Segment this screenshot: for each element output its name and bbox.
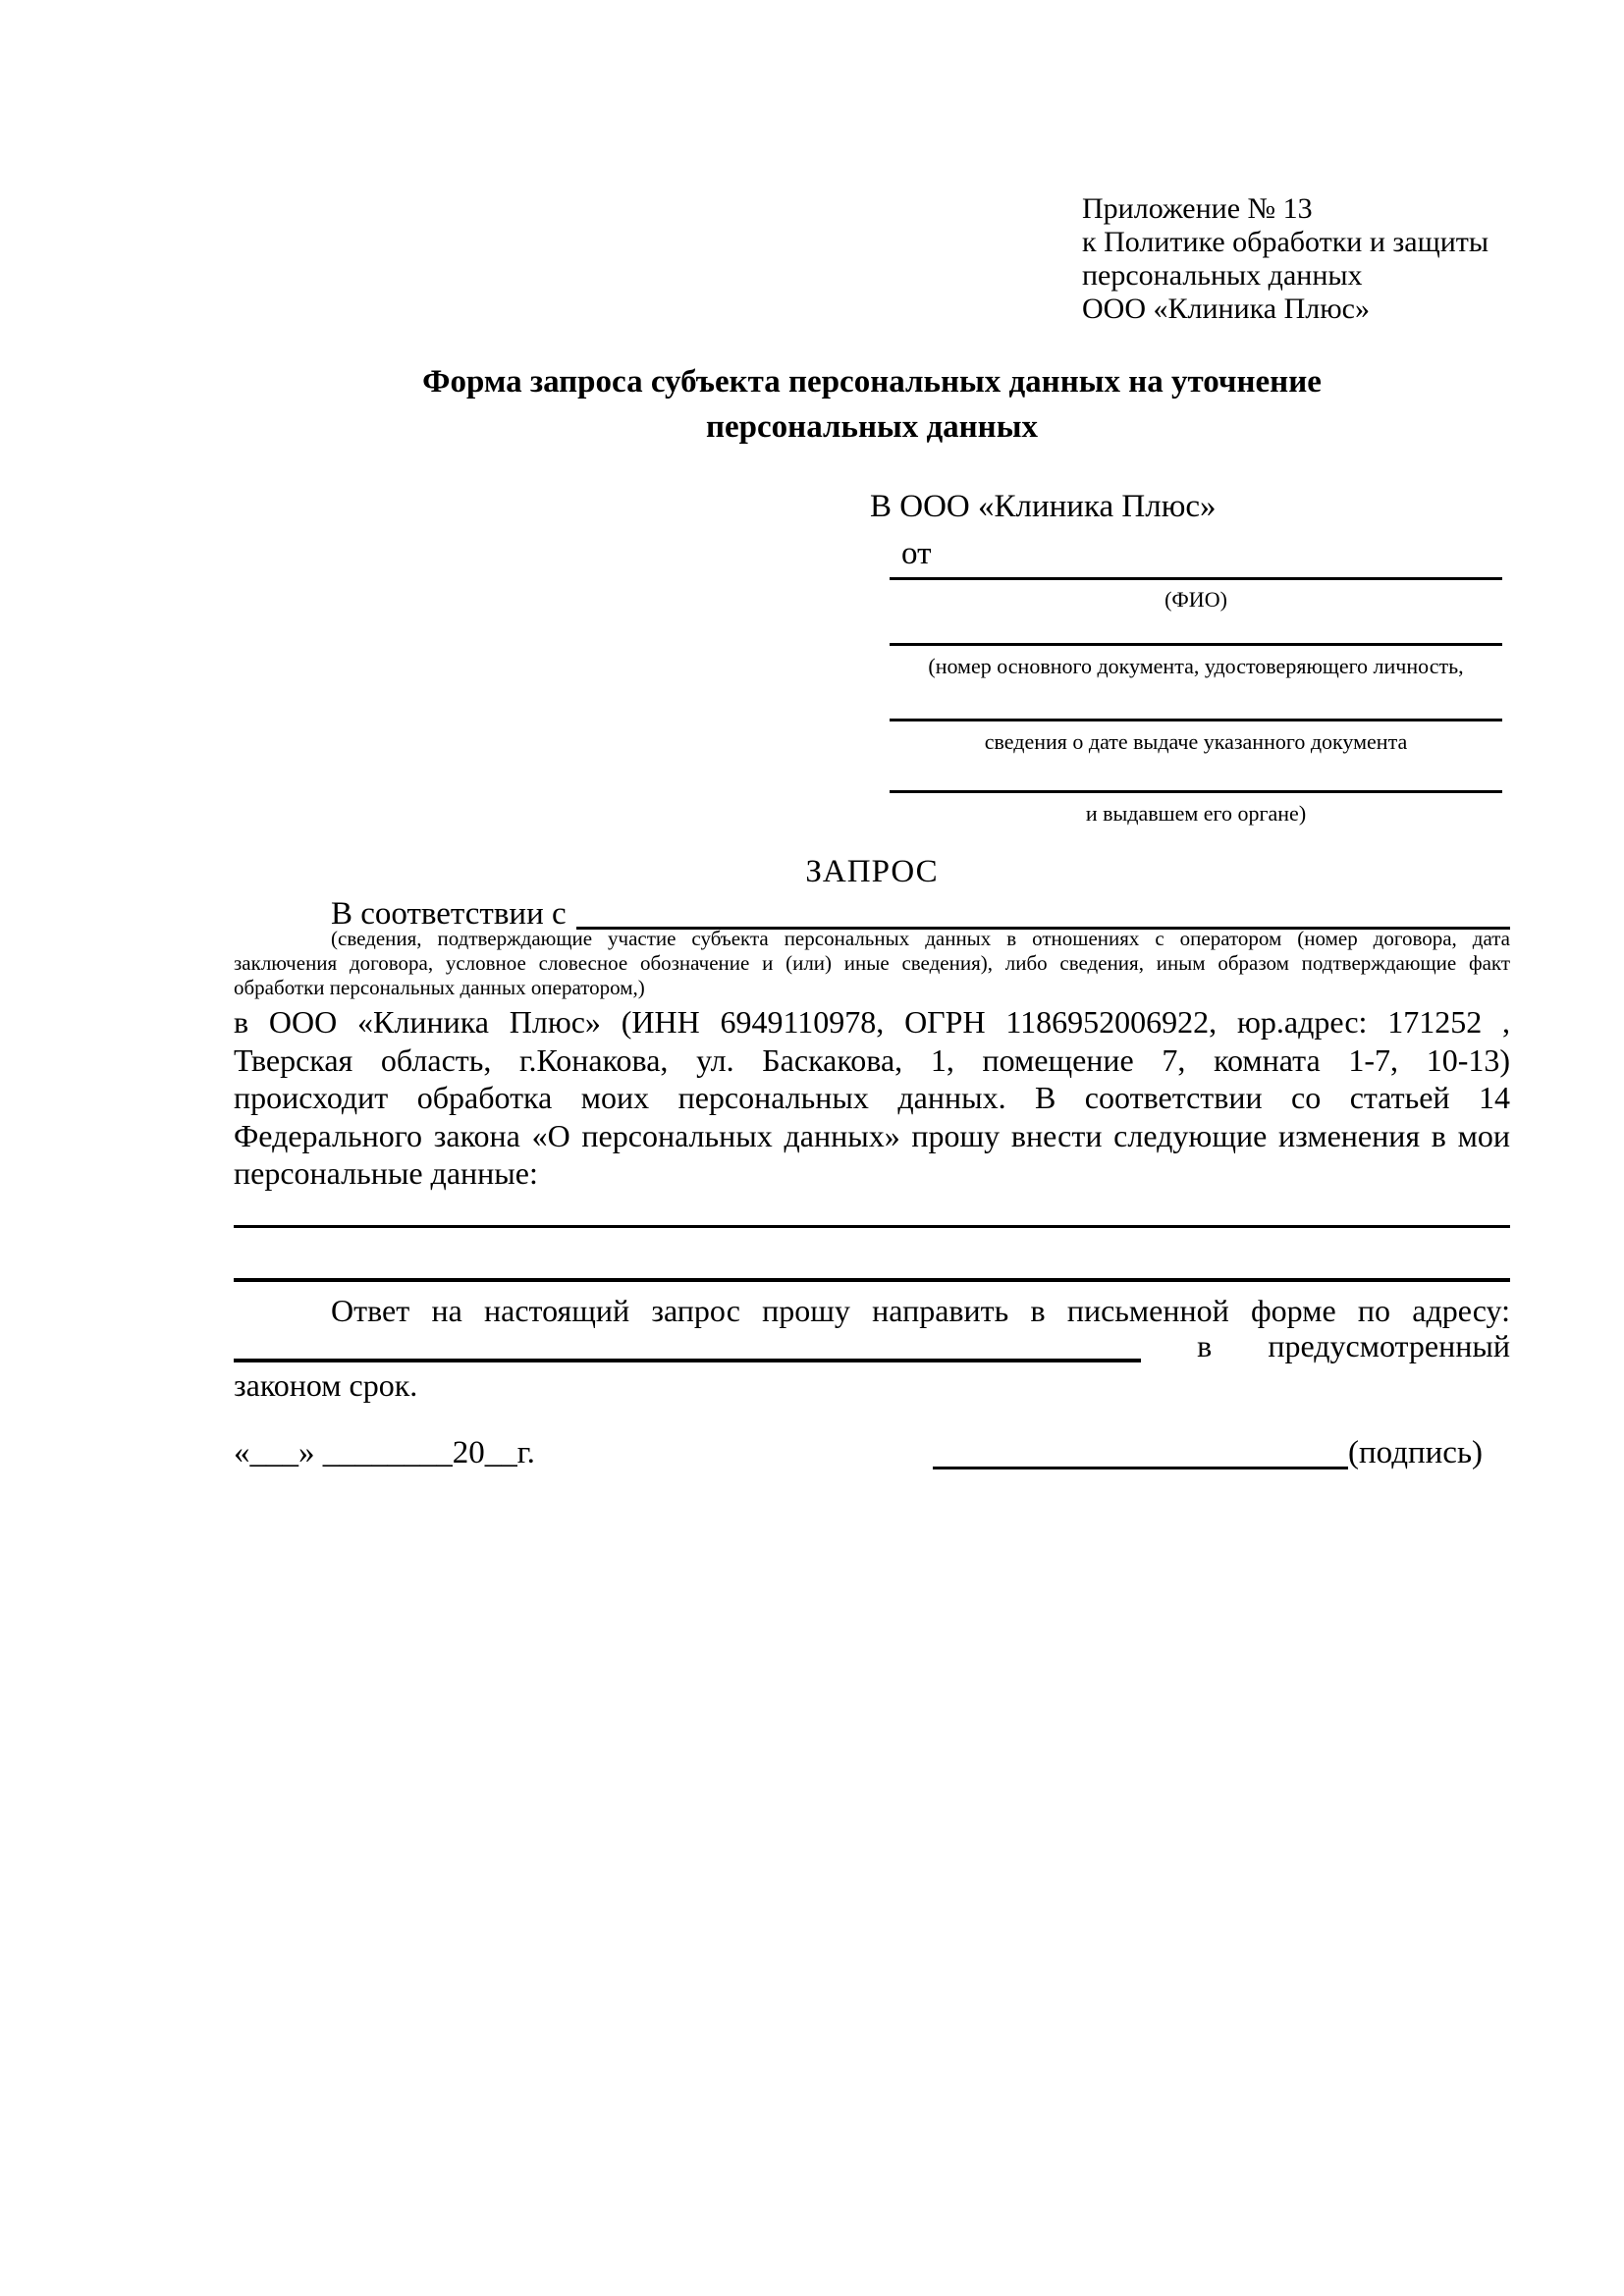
appendix-line-1: Приложение № 13 bbox=[1082, 192, 1313, 225]
appendix-line-4: ООО «Клиника Плюс» bbox=[1082, 293, 1370, 325]
address-blank-line bbox=[234, 1329, 1141, 1362]
response-word-2: предусмотренный bbox=[1268, 1328, 1510, 1363]
issue-date-field-line bbox=[890, 719, 1502, 721]
intro-label: В соответствии с bbox=[331, 896, 567, 932]
document-title-line-1: Форма запроса субъекта персональных данных на уточнение bbox=[422, 364, 1322, 400]
note-paragraph bbox=[234, 927, 1510, 1000]
document-title-line-2: персональных данных bbox=[706, 409, 1038, 445]
document-number-field-caption: (номер основного документа, удостоверяющего личность, bbox=[928, 654, 1464, 678]
note-line-2: заключения договора, условное словесное обозначение и (или) иные сведения), либо сведения, иным образом подтверждающие факт bbox=[234, 951, 1510, 975]
note-line-3: обработки персональных данных оператором,) bbox=[234, 976, 645, 999]
response-line-1: Ответ на настоящий запрос прошу направить в письменной форме по адресу: bbox=[331, 1293, 1510, 1328]
fio-field-caption: (ФИО) bbox=[1164, 587, 1227, 612]
addressee-from-label: от bbox=[901, 536, 932, 571]
issue-date-field-caption: сведения о дате выдаче указанного документа bbox=[984, 729, 1408, 754]
appendix-header bbox=[1082, 192, 1489, 326]
body-line-4: Федерального закона «О персональных данных» прошу внести следующие изменения в мои bbox=[234, 1117, 1510, 1153]
request-heading: ЗАПРОС bbox=[805, 854, 939, 889]
date-line: «___» ________20__г. bbox=[234, 1435, 535, 1470]
response-word-1: в bbox=[1197, 1328, 1213, 1363]
response-tail: законом срок. bbox=[234, 1367, 418, 1403]
signature-caption: (подпись) bbox=[1348, 1435, 1483, 1470]
response-line-2 bbox=[234, 1327, 1510, 1364]
document-title bbox=[234, 359, 1510, 450]
body-line-1: в ООО «Клиника Плюс» (ИНН 6949110978, ОГРН 1186952006922, юр.адрес: 171252 , bbox=[234, 1004, 1510, 1040]
body-line-2: Тверская область, г.Конакова, ул. Баскакова, 1, помещение 7, комната 1-7, 10-13) bbox=[234, 1041, 1510, 1078]
issuing-authority-field-line bbox=[890, 790, 1502, 793]
body-line-5: персональные данные: bbox=[234, 1155, 538, 1191]
body-paragraph bbox=[234, 1003, 1510, 1193]
signature-blank-line bbox=[933, 1467, 1348, 1469]
document-number-field-line bbox=[890, 643, 1502, 646]
appendix-line-3: персональных данных bbox=[1082, 259, 1363, 292]
fio-field-line bbox=[890, 577, 1502, 580]
note-line-1: (сведения, подтверждающие участие субъекта персональных данных в отношениях с оператором (номер договора, дата bbox=[331, 927, 1510, 950]
body-line-3: происходит обработка моих персональных данных. В соответствии со статьей 14 bbox=[234, 1080, 1510, 1115]
changes-blank-line-2 bbox=[234, 1278, 1510, 1282]
changes-blank-line-1 bbox=[234, 1225, 1510, 1228]
addressee-organization: В ООО «Клиника Плюс» bbox=[870, 489, 1217, 524]
intro-blank-line bbox=[576, 895, 1510, 930]
issuing-authority-field-caption: и выдавшем его органе) bbox=[1085, 801, 1307, 826]
appendix-line-2: к Политике обработки и защиты bbox=[1082, 226, 1489, 258]
